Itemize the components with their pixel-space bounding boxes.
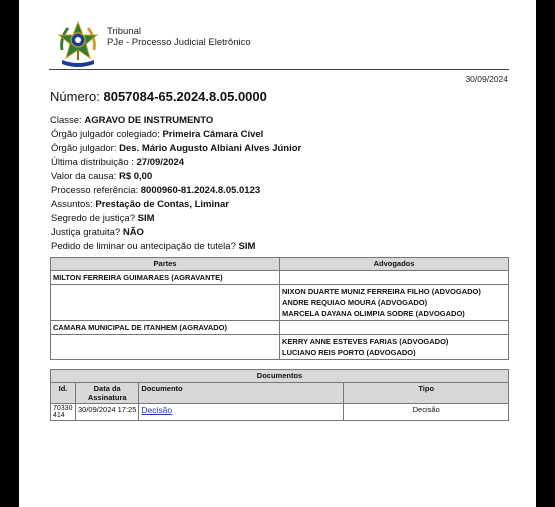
process-number-label: Número:	[50, 89, 100, 104]
advogado-cell	[280, 321, 509, 335]
parte-cell: MILTON FERREIRA GUIMARAES (AGRAVANTE)	[51, 271, 280, 285]
col-advogados: Advogados	[280, 258, 509, 271]
parte-cell	[51, 335, 280, 360]
table-row	[51, 335, 509, 360]
field-label: Classe:	[50, 115, 85, 126]
field-label: Assuntos:	[51, 199, 96, 210]
field-processo-referencia	[51, 184, 301, 198]
field-value: SIM	[137, 213, 155, 224]
advogado-cell	[280, 285, 509, 321]
field-label: Órgão julgador:	[51, 143, 120, 154]
field-ultima-distribuicao	[51, 156, 301, 170]
field-label: Última distribuição :	[51, 157, 137, 168]
header-divider	[49, 69, 509, 70]
field-segredo-justica	[51, 212, 301, 226]
advogado-name: MARCELA DAYANA OLIMPIA SODRE (ADVOGADO)	[282, 309, 465, 318]
parte-cell	[51, 285, 280, 321]
field-label: Justiça gratuita?	[51, 227, 123, 238]
table-row	[51, 321, 509, 335]
field-value: SIM	[238, 241, 256, 252]
field-value: Primeira Câmara Cível	[162, 129, 264, 140]
parte-cell: CAMARA MUNICIPAL DE ITANHEM (AGRAVADO)	[51, 321, 280, 335]
advogado-name: LUCIANO REIS PORTO (ADVOGADO)	[282, 348, 416, 357]
document-header	[19, 0, 536, 70]
field-label: Valor da causa:	[51, 171, 119, 182]
table-row	[51, 404, 509, 421]
field-value: 27/09/2024	[136, 157, 185, 168]
col-data-assinatura: Data da Assinatura	[76, 383, 139, 404]
col-tipo: Tipo	[344, 383, 509, 404]
field-assuntos	[51, 198, 301, 212]
field-justica-gratuita	[51, 226, 301, 240]
field-orgao-julgador	[51, 142, 301, 156]
field-label: Pedido de liminar ou antecipação de tutela?	[51, 241, 239, 252]
field-label: Processo referência:	[51, 185, 141, 196]
brasao-emblem-icon	[56, 20, 100, 68]
documentos-title: Documentos	[51, 370, 509, 383]
doc-documento-cell	[139, 404, 344, 421]
process-number-value: 8057084-65.2024.8.05.0000	[103, 89, 267, 104]
table-row	[51, 271, 509, 285]
field-orgao-colegiado	[51, 128, 301, 142]
field-label: Segredo de justiça?	[51, 213, 138, 224]
field-value: Des. Mário Augusto Albiani Alves Júnior	[119, 143, 302, 154]
field-valor-causa	[51, 170, 301, 184]
col-documento: Documento	[139, 383, 344, 404]
header-title	[107, 26, 251, 48]
partes-table	[50, 257, 509, 360]
process-number	[50, 89, 267, 104]
advogado-name: KERRY ANNE ESTEVES FARIAS (ADVOGADO)	[282, 337, 449, 346]
field-value: NÃO	[122, 227, 144, 238]
advogado-name: NIXON DUARTE MUNIZ FERREIRA FILHO (ADVOGADO)	[282, 287, 481, 296]
field-classe	[50, 114, 301, 128]
field-value: 8000960-81.2024.8.05.0123	[140, 185, 261, 196]
col-partes: Partes	[51, 258, 280, 271]
header-line1: Tribunal	[107, 26, 141, 37]
field-label: Órgão julgador colegiado:	[51, 129, 163, 140]
advogado-cell	[280, 271, 509, 285]
advogado-name: ANDRE REQUIAO MOURA (ADVOGADO)	[282, 298, 428, 307]
documento-link[interactable]: Decisão	[141, 405, 173, 415]
field-value: AGRAVO DE INSTRUMENTO	[84, 115, 214, 126]
table-row	[51, 285, 509, 321]
doc-id: 70330414	[51, 404, 76, 421]
process-info	[51, 114, 301, 254]
field-value: R$ 0,00	[118, 171, 153, 182]
doc-tipo: Decisão	[344, 404, 509, 421]
field-value: Prestação de Contas, Liminar	[95, 199, 229, 210]
header-line2: PJe - Processo Judicial Eletrônico	[107, 37, 251, 48]
doc-data: 30/09/2024 17:25	[76, 404, 139, 421]
document-page	[19, 0, 536, 507]
documentos-table	[50, 369, 509, 421]
field-pedido-liminar	[51, 240, 301, 254]
col-id: Id.	[51, 383, 76, 404]
document-date: 30/09/2024	[465, 74, 508, 84]
advogado-cell	[280, 335, 509, 360]
